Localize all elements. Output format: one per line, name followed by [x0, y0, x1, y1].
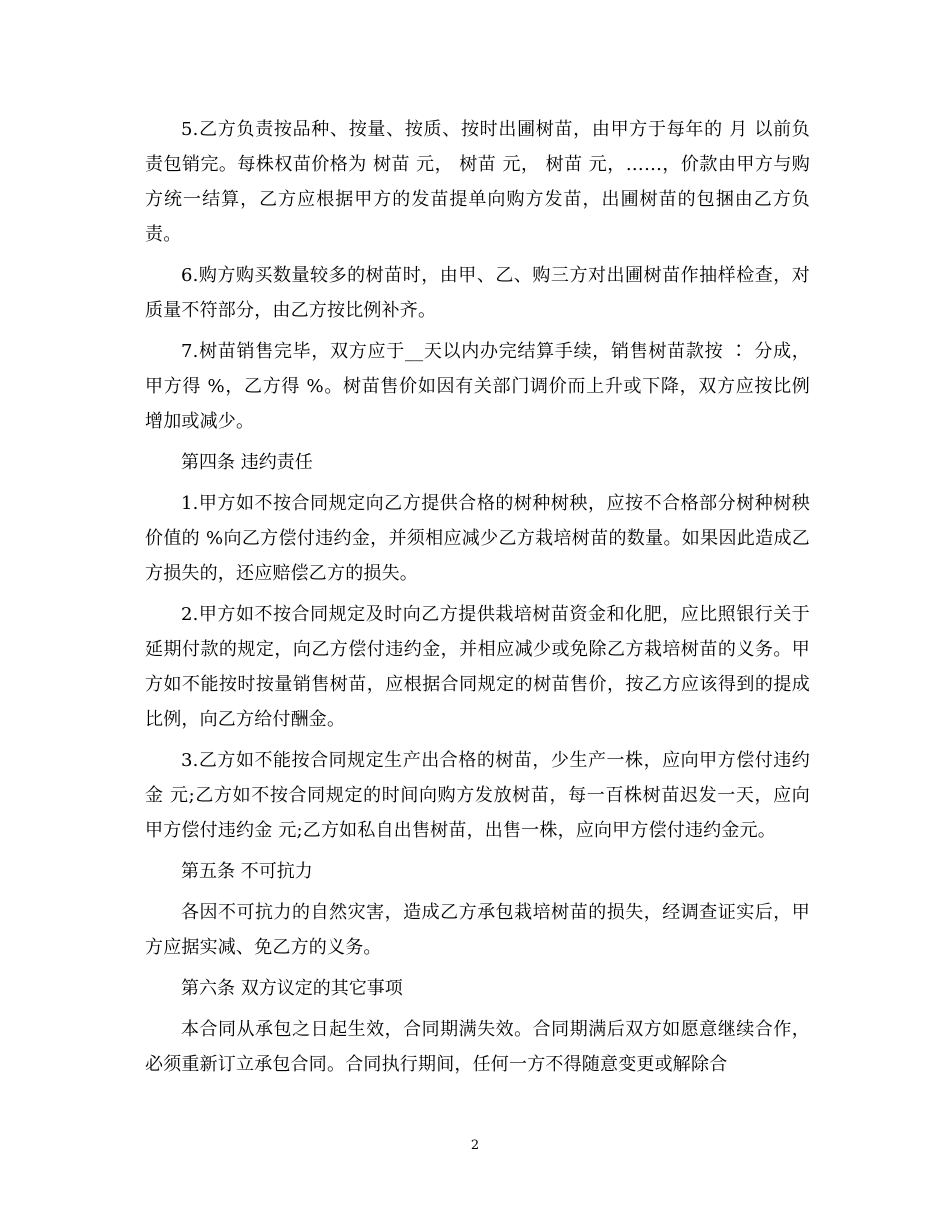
clause-3-7: 7.树苗销售完毕，双方应于__天以内办完结算手续，销售树苗款按 ∶ 分成，甲方得 %，乙方得 %。树苗售价如因有关部门调价而上升或下降，双方应按比例增加或减少。: [145, 341, 810, 432]
article-6-body: 本合同从承包之日起生效，合同期满失效。合同期满后双方如愿意继续合作，必须重新订立承包合同。合同执行期间，任何一方不得随意变更或解除合: [145, 1019, 810, 1075]
article-4-heading: 第四条 违约责任: [181, 452, 313, 473]
clause-4-3: 3.乙方如不能按合同规定生产出合格的树苗，少生产一株，应向甲方偿付违约金 元;乙方如不按合同规定的时间向购方发放树苗，每一百株树苗迟发一天，应向甲方偿付违约金 元;乙方如私自出售树苗，出售一株，应向甲方偿付违约金元。: [145, 750, 810, 841]
clause-3-6: 6.购方购买数量较多的树苗时，由甲、乙、购三方对出圃树苗作抽样检查，对质量不符部分，由乙方按比例补齐。: [145, 265, 810, 321]
clause-4-1: 1.甲方如不按合同规定向乙方提供合格的树种树秧，应按不合格部分树种树秧价值的 %向乙方偿付违约金，并须相应减少乙方栽培树苗的数量。如果因此造成乙方损失的，还应赔偿乙方的损失。: [145, 493, 810, 584]
clause-4-2: 2.甲方如不按合同规定及时向乙方提供栽培树苗资金和化肥，应比照银行关于延期付款的规定，向乙方偿付违约金，并相应减少或免除乙方栽培树苗的义务。甲方如不能按时按量销售树苗，应根据合同规定的树苗售价，按乙方应该得到的提成比例，向乙方给付酬金。: [145, 604, 810, 730]
article-6-heading: 第六条 双方议定的其它事项: [181, 978, 403, 999]
page-number: 2: [470, 1138, 480, 1153]
document-page: [145, 112, 810, 1088]
article-5-body: 各因不可抗力的自然灾害，造成乙方承包栽培树苗的损失，经调查证实后，甲方应据实减、免乙方的义务。: [145, 902, 810, 958]
clause-3-5: 5.乙方负责按品种、按量、按质、按时出圃树苗，由甲方于每年的 月 以前负责包销完。每株权苗价格为 树苗 元， 树苗 元， 树苗 元，……，价款由甲方与购方统一结算，乙方应根据甲方的发苗提单向购方发苗，出圃树苗的包捆由乙方负责。: [145, 119, 810, 245]
article-5-heading: 第五条 不可抗力: [181, 861, 313, 882]
